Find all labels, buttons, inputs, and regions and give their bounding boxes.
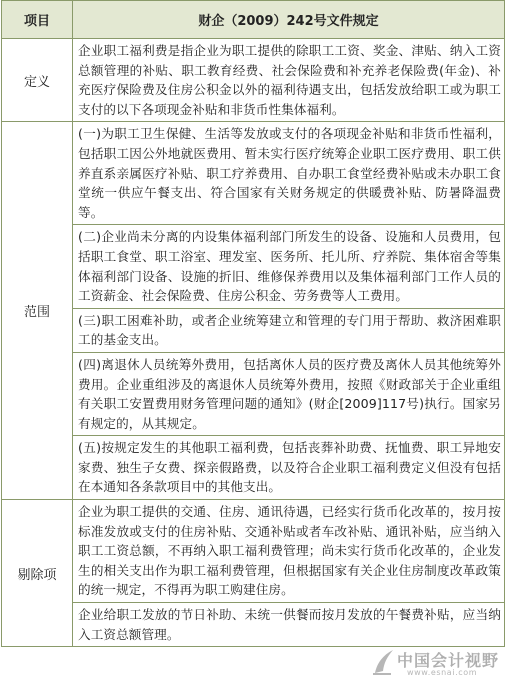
scope-item-4: (四)离退休人员统筹外费用，包括离休人员的医疗费及离休人员其他统筹外费用。企业重组涉及的离退休人员统筹外费用，按照《财政部关于企业重组有关职工安置费用财务管理问题的通知》(财企[2009]117号)执行。国家另有规定的，从其规定。 (73, 352, 505, 435)
scope-row (2, 122, 505, 225)
scope-row (2, 352, 505, 435)
header-row (2, 1, 505, 39)
scope-row (2, 436, 505, 500)
exclusion-item-1: 企业为职工提供的交通、住房、通讯待遇，已经实行货币化改革的，按月按标准发放或支付的住房补贴、交通补贴或者车改补贴、通讯补贴，应当纳入职工工资总额，不再纳入职工福利费管理；尚未实行货币化改革的，企业发生的相关支出作为职工福利费管理，但根据国家有关企业住房制度改革政策的统一规定，不得再为职工购建住房。 (73, 500, 505, 603)
scope-item-1: (一)为职工卫生保健、生活等发放或支付的各项现金补贴和非货币性福利，包括职工因公外地就医费用、暂未实行医疗统筹企业职工医疗费用、职工供养直系亲属医疗补贴、职工疗养费用、自办职工食堂经费补贴或未办职工食堂统一供应午餐支出、符合国家有关财务规定的供暖费补贴、防暑降温费等。 (73, 122, 505, 225)
definition-label: 定义 (2, 39, 73, 122)
exclusion-label: 剔除项 (2, 500, 73, 647)
scope-label: 范围 (2, 122, 73, 500)
exclusion-row (2, 603, 505, 647)
definition-row (2, 39, 505, 122)
definition-text: 企业职工福利费是指企业为职工提供的除职工工资、奖金、津贴、纳入工资总额管理的补贴、职工教育经费、社会保险费和补充养老保险费(年金)、补充医疗保险费及住房公积金以外的福利待遇支出，包括发放给职工或为职工支付的以下各项现金补贴和非货币性集体福利。 (73, 39, 505, 122)
watermark-title: 中国会计视野 (397, 651, 500, 670)
scope-row (2, 308, 505, 352)
scope-row (2, 225, 505, 308)
header-regulation: 财企（2009）242号文件规定 (73, 1, 505, 39)
exclusion-row (2, 500, 505, 603)
header-item: 项目 (2, 1, 73, 39)
esnai-logo-icon (369, 647, 395, 677)
scope-item-2: (二)企业尚未分离的内设集体福利部门所发生的设备、设施和人员费用，包括职工食堂、职工浴室、理发室、医务所、托儿所、疗养院、集体宿舍等集体福利部门设备、设施的折旧、维修保养费用以及集体福利部门工作人员的工资薪金、社会保险费、住房公积金、劳务费等人工费用。 (73, 225, 505, 308)
scope-item-5: (五)按规定发生的其他职工福利费，包括丧葬补助费、抚恤费、职工异地安家费、独生子女费、探亲假路费，以及符合企业职工福利费定义但没有包括在本通知各条款项目中的其他支出。 (73, 436, 505, 500)
policy-table (1, 0, 505, 647)
watermark (369, 645, 501, 681)
exclusion-item-2: 企业给职工发放的节日补助、未统一供餐而按月发放的午餐费补贴，应当纳入工资总额管理。 (73, 603, 505, 647)
watermark-url: www.esnai.com (407, 668, 478, 677)
scope-item-3: (三)职工困难补助，或者企业统筹建立和管理的专门用于帮助、救济困难职工的基金支出。 (73, 308, 505, 352)
